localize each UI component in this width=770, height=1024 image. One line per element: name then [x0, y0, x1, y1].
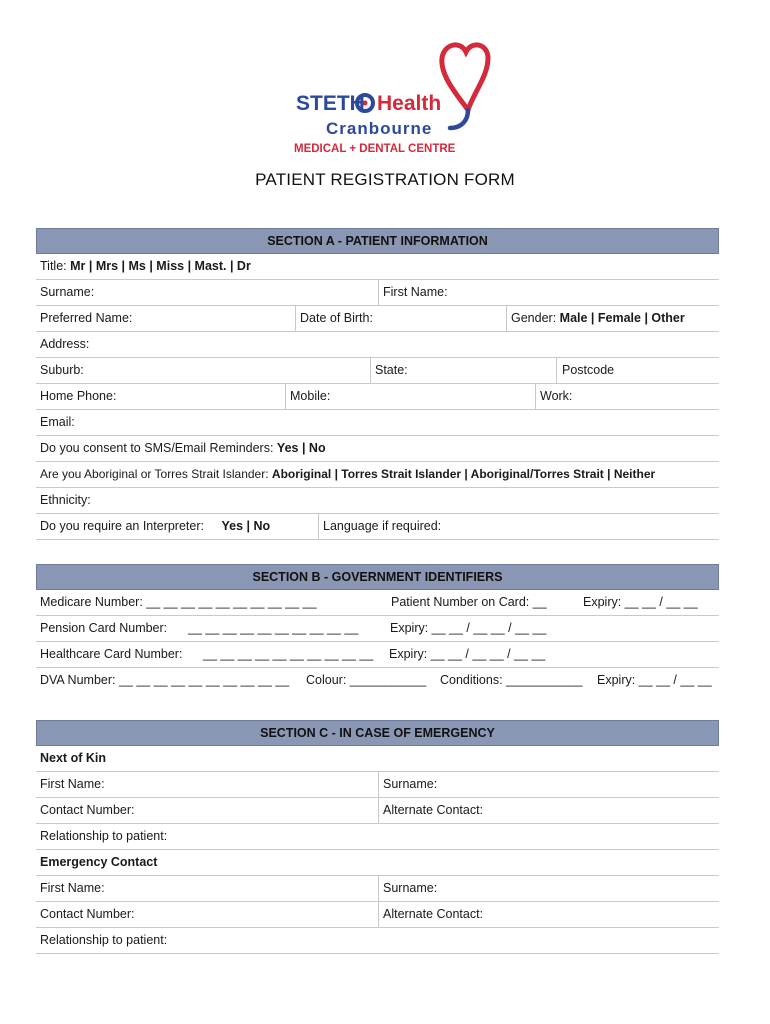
dva-colour-field[interactable]: Colour: ___________: [306, 673, 427, 687]
emergency-relationship-row: [36, 928, 719, 954]
section-a-patient-information: [36, 228, 719, 540]
aboriginal-options[interactable]: Aboriginal | Torres Strait Islander | Aboriginal/Torres Strait | Neither: [271, 467, 656, 481]
preferred-name-field[interactable]: Preferred Name:: [40, 311, 133, 325]
email-row: [36, 410, 719, 436]
consent-label: Do you consent to SMS/Email Reminders:: [40, 441, 274, 455]
section-c-emergency: [36, 720, 719, 954]
stetho-health-logo: [290, 36, 510, 156]
kin-contact-row: [36, 798, 719, 824]
patient-number-field[interactable]: Patient Number on Card: __: [391, 595, 547, 609]
surname-field[interactable]: Surname:: [40, 285, 95, 299]
kin-alternate-contact-field[interactable]: Alternate Contact:: [378, 798, 719, 823]
section-b-government-identifiers: [36, 564, 719, 694]
emergency-name-row: [36, 876, 719, 902]
preferred-row: [36, 306, 719, 332]
address-field[interactable]: Address:: [40, 337, 90, 351]
consent-row: [36, 436, 719, 462]
interpreter-row: [36, 514, 719, 540]
dva-expiry-field[interactable]: Expiry: __ __ / __ __: [597, 673, 712, 687]
first-name-field[interactable]: First Name:: [378, 280, 719, 305]
postcode-field[interactable]: Postcode: [556, 358, 719, 383]
emergency-contact-heading: Emergency Contact: [40, 855, 158, 869]
kin-name-row: [36, 772, 719, 798]
form-title: PATIENT REGISTRATION FORM: [255, 170, 515, 189]
state-field[interactable]: State:: [370, 358, 556, 383]
kin-relationship-row: [36, 824, 719, 850]
consent-options[interactable]: Yes | No: [276, 441, 326, 455]
mobile-field[interactable]: Mobile:: [285, 384, 535, 409]
ethnicity-field[interactable]: Ethnicity:: [40, 493, 91, 507]
suburb-row: [36, 358, 719, 384]
emergency-contact-number-field[interactable]: Contact Number:: [40, 907, 135, 921]
healthcare-card-field[interactable]: __ __ __ __ __ __ __ __ __ __: [203, 647, 374, 661]
emergency-contact-row: [36, 850, 719, 876]
dva-conditions-field[interactable]: Conditions: ___________: [440, 673, 583, 687]
pension-row: [36, 616, 719, 642]
title-label: Title:: [40, 259, 67, 273]
interpreter-label: Do you require an Interpreter:: [40, 519, 204, 533]
kin-first-name-field[interactable]: First Name:: [40, 777, 105, 791]
emergency-surname-field[interactable]: Surname:: [378, 876, 719, 901]
section-c-heading: SECTION C - IN CASE OF EMERGENCY: [36, 720, 719, 746]
email-field[interactable]: Email:: [40, 415, 75, 429]
work-field[interactable]: Work:: [535, 384, 719, 409]
kin-surname-field[interactable]: Surname:: [378, 772, 719, 797]
aboriginal-label: Are you Aboriginal or Torres Strait Islander:: [40, 467, 269, 481]
emergency-contact-number-row: [36, 902, 719, 928]
gender-options[interactable]: Male | Female | Other: [559, 311, 685, 325]
gender-label: Gender:: [511, 311, 557, 325]
healthcare-row: [36, 642, 719, 668]
address-row: [36, 332, 719, 358]
interpreter-options[interactable]: Yes | No: [221, 519, 271, 533]
pension-card-field[interactable]: __ __ __ __ __ __ __ __ __ __: [188, 621, 359, 635]
emergency-relationship-field[interactable]: Relationship to patient:: [40, 933, 168, 947]
title-options[interactable]: Mr | Mrs | Ms | Miss | Mast. | Dr: [70, 259, 251, 273]
logo-location: Cranbourne: [326, 119, 433, 138]
pension-card-label: Pension Card Number:: [40, 621, 168, 635]
healthcare-card-label: Healthcare Card Number:: [40, 647, 183, 661]
emergency-first-name-field[interactable]: First Name:: [40, 881, 105, 895]
healthcare-expiry-field[interactable]: Expiry: __ __ / __ __ / __ __: [389, 647, 546, 661]
next-of-kin-row: [36, 746, 719, 772]
logo-brand-right: Health: [377, 92, 442, 115]
stethoscope-tube: [450, 110, 468, 128]
dob-field[interactable]: Date of Birth:: [295, 306, 506, 331]
home-phone-field[interactable]: Home Phone:: [40, 389, 117, 403]
emergency-alternate-contact-field[interactable]: Alternate Contact:: [378, 902, 719, 927]
medicare-expiry-field[interactable]: Expiry: __ __ / __ __: [583, 595, 698, 609]
phone-row: [36, 384, 719, 410]
aboriginal-row: [36, 462, 719, 488]
dva-row: [36, 668, 719, 694]
section-b-heading: SECTION B - GOVERNMENT IDENTIFIERS: [36, 564, 719, 590]
logo-brand-left: STETH: [296, 92, 365, 115]
logo-centre: MEDICAL + DENTAL CENTRE: [294, 143, 456, 155]
next-of-kin-heading: Next of Kin: [40, 751, 106, 765]
kin-relationship-field[interactable]: Relationship to patient:: [40, 829, 168, 843]
kin-contact-number-field[interactable]: Contact Number:: [40, 803, 135, 817]
language-field[interactable]: Language if required:: [318, 514, 719, 539]
suburb-field[interactable]: Suburb:: [40, 363, 84, 377]
gender-field[interactable]: [506, 306, 719, 331]
stethoscope-heart-icon: [442, 45, 488, 110]
medicare-number-field[interactable]: Medicare Number: __ __ __ __ __ __ __ __ __ __: [40, 595, 317, 609]
dva-number-field[interactable]: DVA Number: __ __ __ __ __ __ __ __ __ __: [40, 673, 290, 687]
ethnicity-row: [36, 488, 719, 514]
section-a-heading: SECTION A - PATIENT INFORMATION: [36, 228, 719, 254]
name-row: [36, 280, 719, 306]
pension-expiry-field[interactable]: Expiry: __ __ / __ __ / __ __: [390, 621, 547, 635]
medicare-row: [36, 590, 719, 616]
title-row[interactable]: [36, 254, 719, 280]
